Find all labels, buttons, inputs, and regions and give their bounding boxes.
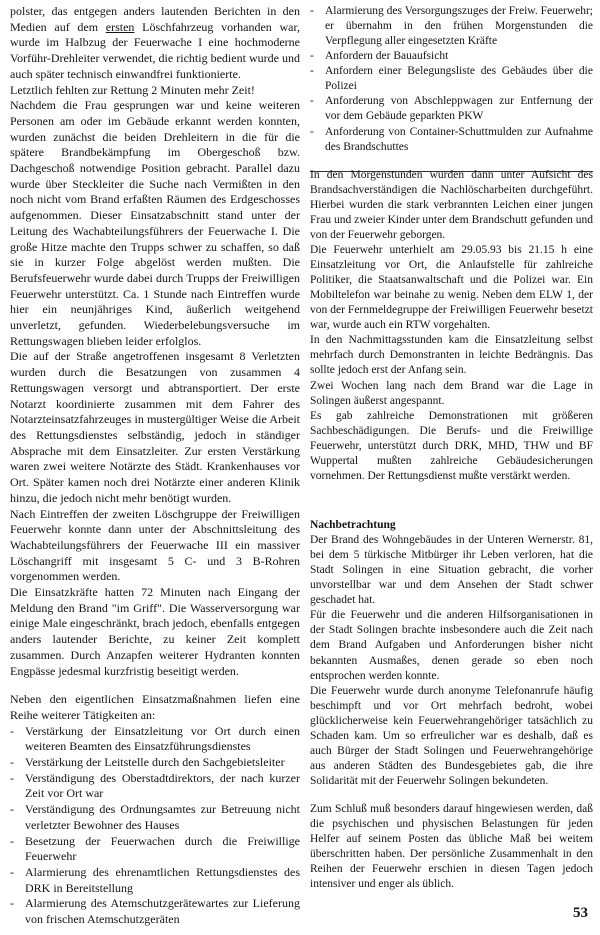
list-item-text: Anfordern einer Belegungsliste des Gebäudes über die Polizei	[325, 65, 593, 93]
list-item-text: Alarmierung des ehrenamtlichen Rettungsdienstes des DRK in Bereitstellung	[25, 864, 300, 895]
paragraph-brand: Der Brand des Wohngebäudes in der Unteren Wernerstr. 81, bei dem 5 türkische Mitbürger ihr Leben verloren, hat die Stadt Solingen in eine Situation gebracht, die vorher unvorstellbar war und dem Ansehen der Stadt schwer geschadet hat.	[310, 534, 593, 607]
paragraph-schluss: Zum Schluß muß besonders darauf hingewiesen werden, daß die psychischen und physischen Belastungen für jeden Helfer auf seinem Posten das übliche Maß bei weitem überschritten haben. Der persönliche Zusammenhalt in den Reihen der Feuerwehr erschien in diesen Tagen jedoch intensiver und enger als üblich.	[310, 803, 593, 891]
list-item: - Alarmierung des Versorgungszuges der Freiw. Feuerwehr; er übernahm in den frühen Morgenstunden die Verpflegung aller eingesetzten Kräfte	[310, 5, 593, 48]
list-item-text: Besetzung der Feuerwachen durch die Freiwillige Feuerwehr	[25, 833, 300, 864]
paragraph-loeschgruppe: Nach Eintreffen der zweiten Löschgruppe der Freiwilligen Feuerwehr konnte dann unter der Abschnittsleitung des Wachabteilungsführers der Feuerwache III ein massiver Löschangriff mit insgesamt 5 C- und 3 B-Rohren vorgenommen werden.	[10, 506, 300, 584]
paragraph-nachmittag: In den Nachmittagsstunden kam die Einsatzleitung selbst mehrfach durch Demonstranten in leichte Bedrängnis. Das sollte jedoch erst der Anfang sein.	[310, 334, 593, 377]
paragraph-demonstrationen: Es gab zahlreiche Demonstrationen mit größeren Sachbeschädigungen. Die Berufs- und die Freiwillige Feuerwehr, unterstützt durch DRK, MHD, THW und BF Wuppertal mußten zahlreiche Gebäudesicherungen vornehmen. Der Rettungsdienst mußte verstärkt werden.	[310, 409, 593, 482]
list-item: - Anfordern der Bauaufsicht	[310, 50, 449, 63]
list-item: - Anfordern einer Belegungsliste des Gebäudes über die Polizei	[310, 65, 593, 93]
list-item: - Anforderung von Abschleppwagen zur Entfernung der vor dem Gebäude geparkten PKW	[310, 95, 593, 123]
list-item: - Verstärkung der Einsatzleitung vor Ort durch einen weiteren Beamten des Einsatzführungsdienstes	[10, 723, 300, 754]
left-column	[10, 4, 300, 928]
list-item: - Verständigung des Oberstadtdirektors, der nach kurzer Zeit vor Ort war	[10, 770, 300, 801]
list-item-text: Verständigung des Oberstadtdirektors, der nach kurzer Zeit vor Ort war	[25, 770, 300, 801]
list-item-text: Anfordern der Bauaufsicht	[325, 50, 449, 63]
list-item-text: Alarmierung des Versorgungszuges der Freiw. Feuerwehr; er übernahm in den frühen Morgenstunden die Verpflegung aller eingesetzten Kräfte	[325, 5, 593, 48]
list-item-text: Alarmierung des Atemschutzgerätewartes zur Lieferung von frischen Atemschutzgeräten	[25, 896, 300, 927]
taetigkeiten-list-continued	[310, 4, 593, 155]
list-item: - Verständigung des Ordnungsamtes zur Betreuung nicht verletzter Bewohner des Hauses	[10, 802, 300, 832]
right-column	[310, 4, 593, 892]
intro-underlined-word: ersten	[105, 19, 135, 34]
list-item-text: Anforderung von Abschleppwagen zur Entfernung der vor dem Gebäude geparkten PKW	[325, 95, 593, 123]
page-number: 53	[573, 905, 588, 921]
paragraph-verletzte: Die auf der Straße angetroffenen insgesamt 8 Verletzten wurden durch die Besatzungen von zusammen 4 Rettungswagen versorgt und abtransportiert. Der erste Notarzt koordinierte zusammen mit dem Fahrer des Notarzteinsatzfahrzeuges in mustergültiger Weise die Arbeit des Rettungsdienstes selbständig, jedoch in ständiger Absprache mit dem Einsatzleiter. Zur ersten Verstärkung waren zwei weitere Notärzte des Städt. Krankenhauses vor Ort. Später kamen noch drei Notärzte einer anderen Klinik hinzu, die jedoch nicht mehr benötigt wurden.	[10, 349, 300, 505]
list-item-text: Verständigung des Ordnungsamtes zur Betreuung nicht verletzter Bewohner des Hauses	[25, 802, 300, 832]
taetigkeiten-list	[10, 724, 300, 928]
list-item: - Besetzung der Feuerwachen durch die Freiwillige Feuerwehr	[10, 833, 300, 864]
paragraph-hilfsorganisationen: Für die Feuerwehr und die anderen Hilfsorganisationen in der Stadt Solingen brachte insbesondere auch die Zeit nach dem Brand Aufgaben und Anforderungen bisher nicht bekannten Ausmaßes, denen gerade so eben noch entsprochen werden konnte.	[310, 609, 593, 682]
list-item-text: Verstärkung der Leitstelle durch den Sachgebietsleiter	[25, 755, 285, 770]
paragraph-einsatzkraefte: Die Einsatzkräfte hatten 72 Minuten nach Eingang der Meldung den Brand "im Griff". Die Wasserversorgung war einige Male eingeschränkt, brach jedoch, ebenfalls entgegen anders lautender Berichte, zu keiner Zeit komplett zusammen. Durch Anzapfen weiterer Hydranten konnten Engpässe jedesmal kurzfristig beseitigt werden.	[10, 585, 300, 678]
list-item-text: Verstärkung der Einsatzleitung vor Ort durch einen weiteren Beamten des Einsatzführungsdienstes	[25, 723, 300, 754]
intro-paragraph	[10, 4, 300, 83]
list-item: - Alarmierung des Atemschutzgerätewartes zur Lieferung von frischen Atemschutzgeräten	[10, 896, 300, 927]
list-item: - Verstärkung der Leitstelle durch den Sachgebietsleiter	[10, 755, 285, 770]
list-item: - Anforderung von Container-Schuttmulden zur Aufnahme des Brandschuttes	[310, 125, 593, 153]
paragraph-morgenstunden: In den Morgenstunden wurden dann unter Aufsicht des Brandsachverständigen die Nachlöscharbeiten durchgeführt. Hierbei wurden die stark verbrannten Leichen einer jungen Frau und zweier Kinder unter dem Brandschutt gefunden und von der Feuerwehr geborgen.	[310, 168, 593, 241]
intro-text-after: Löschfahrzeug vorhanden war, wurde im Halbzug der Feuerwache I eine hochmoderne Vorführ-Drehleiter verwendet, die richtig bedient wurde und auch später technisch einwandfrei funktionierte.	[10, 19, 301, 81]
paragraph-telefonanrufe: Die Feuerwehr wurde durch anonyme Telefonanrufe häufig beschimpft und vor Ort mehrfach bedroht, wobei glücklicherweise kein Feuerwehrangehöriger tatsächlich zu Schaden kam. Um so erfreulicher war es deshalb, daß es auch Bürger der Stadt Solingen und Feuerwehrangehörige aus anderen Städten des Bundesgebietes gab, die ihre Solidarität mit der Feuerwehr Solingen bekundeten.	[310, 684, 593, 787]
paragraph-nachdem: Nachdem die Frau gesprungen war und keine weiteren Personen am oder im Gebäude erkannt werden konnten, wurden zunächst die beiden Drehleitern in die für die spätere Brandbekämpfung im Obergeschoß bzw. Dachgeschoß notwendige Position gebracht. Parallel dazu wurde über Steckleiter die Suche nach Vermißten in den noch nicht vom Brand erfaßten Räumen des Erdgeschosses aufgenommen. Dieser Einsatzabschnitt stand unter der Leitung des Wachabteilungsführers der Feuerwache I. Die große Hitze machte den Trupps schwer zu schaffen, so daß sie in kurzer Folge abgelöst werden mußten. Die Berufsfeuerwehr wurde dabei durch Trupps der Freiwilligen Feuerwehr unterstützt. Ca. 1 Stunde nach Eintreffen wurde hier ein neunjähriges Kind, äußerlich weitgehend unverletzt, gefunden. Wiederbelebungsversuche im Rettungswagen blieben leider erfolglos.	[10, 98, 300, 348]
intro-text-before: polster, das entgegen anders lautenden Berichten in den Medien auf dem	[10, 4, 300, 34]
section-heading-nachbetrachtung: Nachbetrachtung	[310, 518, 396, 531]
list-item: - Alarmierung des ehrenamtlichen Rettungsdienstes des DRK in Bereitstellung	[10, 864, 300, 895]
paragraph-letztlich: Letztlich fehlten zur Rettung 2 Minuten mehr Zeit!	[10, 82, 255, 97]
list-item-text: Anforderung von Container-Schuttmulden zur Aufnahme des Brandschuttes	[325, 125, 593, 153]
paragraph-taetigkeiten-intro: Neben den eigentlichen Einsatzmaßnahmen liefen eine Reihe weiterer Tätigkeiten an:	[10, 692, 300, 722]
paragraph-zwei-wochen: Zwei Wochen lang nach dem Brand war die Lage in Solingen äußerst angespannt.	[310, 379, 593, 407]
paragraph-feuerwehr-unterhielt: Die Feuerwehr unterhielt am 29.05.93 bis 21.15 h eine Einsatzleitung vor Ort, die Anlaufstelle für zahlreiche Politiker, die Staatsanwaltschaft und die Polizei war. Ein Mobiltelefon war beinahe zu wenig. Neben dem ELW 1, der von der Fernmeldegruppe der Freiwilligen Feuerwehr besetzt war, wurde auch ein RTW vorgehalten.	[310, 243, 593, 332]
